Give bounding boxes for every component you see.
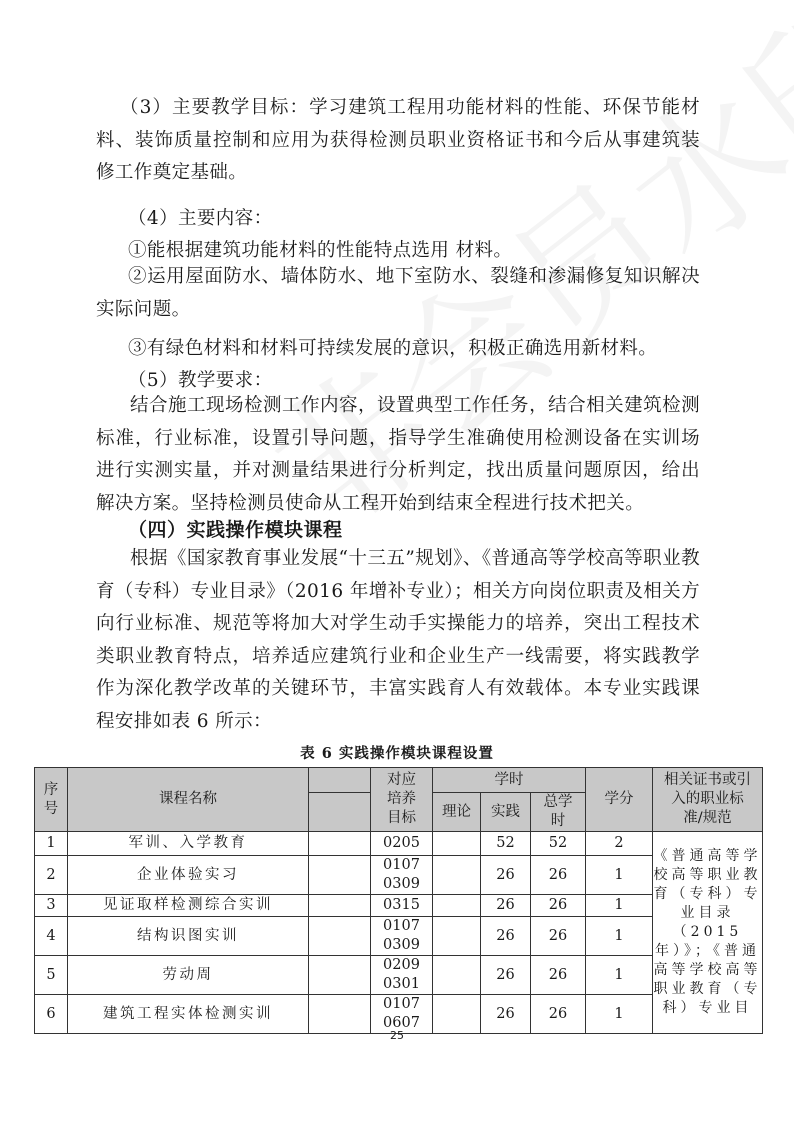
row-credit: 1 (586, 895, 653, 917)
content-item-2: ②运用屋面防水、墙体防水、地下室防水、裂缝和渗漏修复知识解决实际问题。 (96, 266, 700, 320)
row-theory (433, 956, 481, 995)
table-caption: 表 6 实践操作模块课程设置 (300, 745, 494, 762)
header-practice: 实践 (481, 793, 531, 832)
target-code: 0309 (383, 876, 420, 892)
row-practice: 52 (481, 832, 531, 856)
target-code: 0205 (383, 835, 420, 851)
row-index: 6 (35, 995, 68, 1034)
row-blank (309, 895, 371, 917)
target-code: 0107 (383, 996, 420, 1012)
row-practice: 26 (481, 956, 531, 995)
module-paragraph: 根据《国家教育事业发展“十三五”规划》、《普通高等学校高等职业教育（专科）专业目录》（2016 年增补专业）；相关方向岗位职责及相关方向行业标准、规范等将加大对学生动手实操能力的培养，突出工程技术类职业教育特点，培养适应建筑行业和企业生产一线需要，将实践教学作为深化教学改革的关键环节，丰富实践育人有效载体。本专业实践课程安排如表 6 所示： (96, 548, 700, 732)
goal-paragraph: （3）主要教学目标：学习建筑工程用功能材料的性能、环保节能材料、装饰质量控制和应用为获得检测员职业资格证书和今后从事建筑装修工作奠定基础。 (96, 97, 700, 183)
row-target (371, 956, 433, 995)
row-index: 5 (35, 956, 68, 995)
row-target (371, 995, 433, 1034)
row-target (371, 856, 433, 895)
target-code: 0107 (383, 857, 420, 873)
row-course-name: 见证取样检测综合实训 (68, 895, 309, 917)
row-credit: 1 (586, 956, 653, 995)
content-item-1: ①能根据建筑功能材料的性能特点选用 材料。 (128, 240, 513, 261)
target-code: 0315 (383, 897, 420, 913)
target-code: 0301 (383, 976, 420, 992)
header-credit: 学分 (586, 768, 653, 832)
header-hours: 学时 (433, 768, 586, 793)
practice-course-table (34, 767, 763, 1034)
row-index: 3 (35, 895, 68, 917)
content-item-3: ③有绿色材料和材料可持续发展的意识，积极正确选用新材料。 (128, 338, 658, 359)
row-total: 26 (531, 917, 586, 956)
row-target (371, 895, 433, 917)
header-blank-bottom (309, 793, 371, 832)
target-code: 0309 (383, 937, 420, 953)
content-title: （4）主要内容： (128, 208, 273, 229)
row-index: 4 (35, 917, 68, 956)
row-index: 1 (35, 832, 68, 856)
row-total: 26 (531, 895, 586, 917)
row-theory (433, 895, 481, 917)
row-course-name: 劳动周 (68, 956, 309, 995)
row-theory (433, 995, 481, 1034)
target-code: 0607 (383, 1015, 420, 1031)
row-course-name: 企业体验实习 (68, 856, 309, 895)
row-blank (309, 832, 371, 856)
row-practice: 26 (481, 895, 531, 917)
row-credit: 1 (586, 995, 653, 1034)
row-course-name: 结构识图实训 (68, 917, 309, 956)
row-target (371, 832, 433, 856)
row-credit: 1 (586, 856, 653, 895)
row-credit: 2 (586, 832, 653, 856)
target-code: 0209 (383, 957, 420, 973)
row-course-name: 军训、入学教育 (68, 832, 309, 856)
requirement-paragraph: 结合施工现场检测工作内容，设置典型工作任务，结合相关建筑检测标准，行业标准，设置引导问题，指导学生准确使用检测设备在实训场进行实测实量，并对测量结果进行分析判定，找出质量问题原因，给出解决方案。坚持检测员使命从工程开始到结束全程进行技术把关。 (96, 395, 700, 514)
row-practice: 26 (481, 995, 531, 1034)
row-course-name: 建筑工程实体检测实训 (68, 995, 309, 1034)
header-standard: 相关证书或引入的职业标准/规范 (653, 768, 763, 832)
header-total: 总学时 (531, 793, 586, 832)
header-name: 课程名称 (68, 768, 309, 832)
row-theory (433, 917, 481, 956)
target-code: 0107 (383, 918, 420, 934)
header-index: 序号 (35, 768, 68, 832)
row-total: 26 (531, 995, 586, 1034)
row-blank (309, 956, 371, 995)
row-theory (433, 856, 481, 895)
requirement-title: （5）教学要求： (128, 370, 273, 391)
row-credit: 1 (586, 917, 653, 956)
row-total: 26 (531, 856, 586, 895)
row-total: 26 (531, 956, 586, 995)
module-heading: （四）实践操作模块课程 (128, 519, 343, 541)
header-blank-top (309, 768, 371, 793)
row-practice: 26 (481, 856, 531, 895)
header-theory: 理论 (433, 793, 481, 832)
row-blank (309, 917, 371, 956)
row-practice: 26 (481, 917, 531, 956)
row-blank (309, 995, 371, 1034)
row-target (371, 917, 433, 956)
row-blank (309, 856, 371, 895)
row-standard: 《普通高等学校高等职业教育（专科）专业目录（2015 年）》；《普通高等学校高等职业教育（专科）专业目 (653, 832, 763, 1034)
row-theory (433, 832, 481, 856)
page-number: 25 (390, 1029, 404, 1042)
table-row (35, 832, 763, 856)
row-total: 52 (531, 832, 586, 856)
header-target: 对应培养目标 (371, 768, 433, 832)
row-index: 2 (35, 856, 68, 895)
